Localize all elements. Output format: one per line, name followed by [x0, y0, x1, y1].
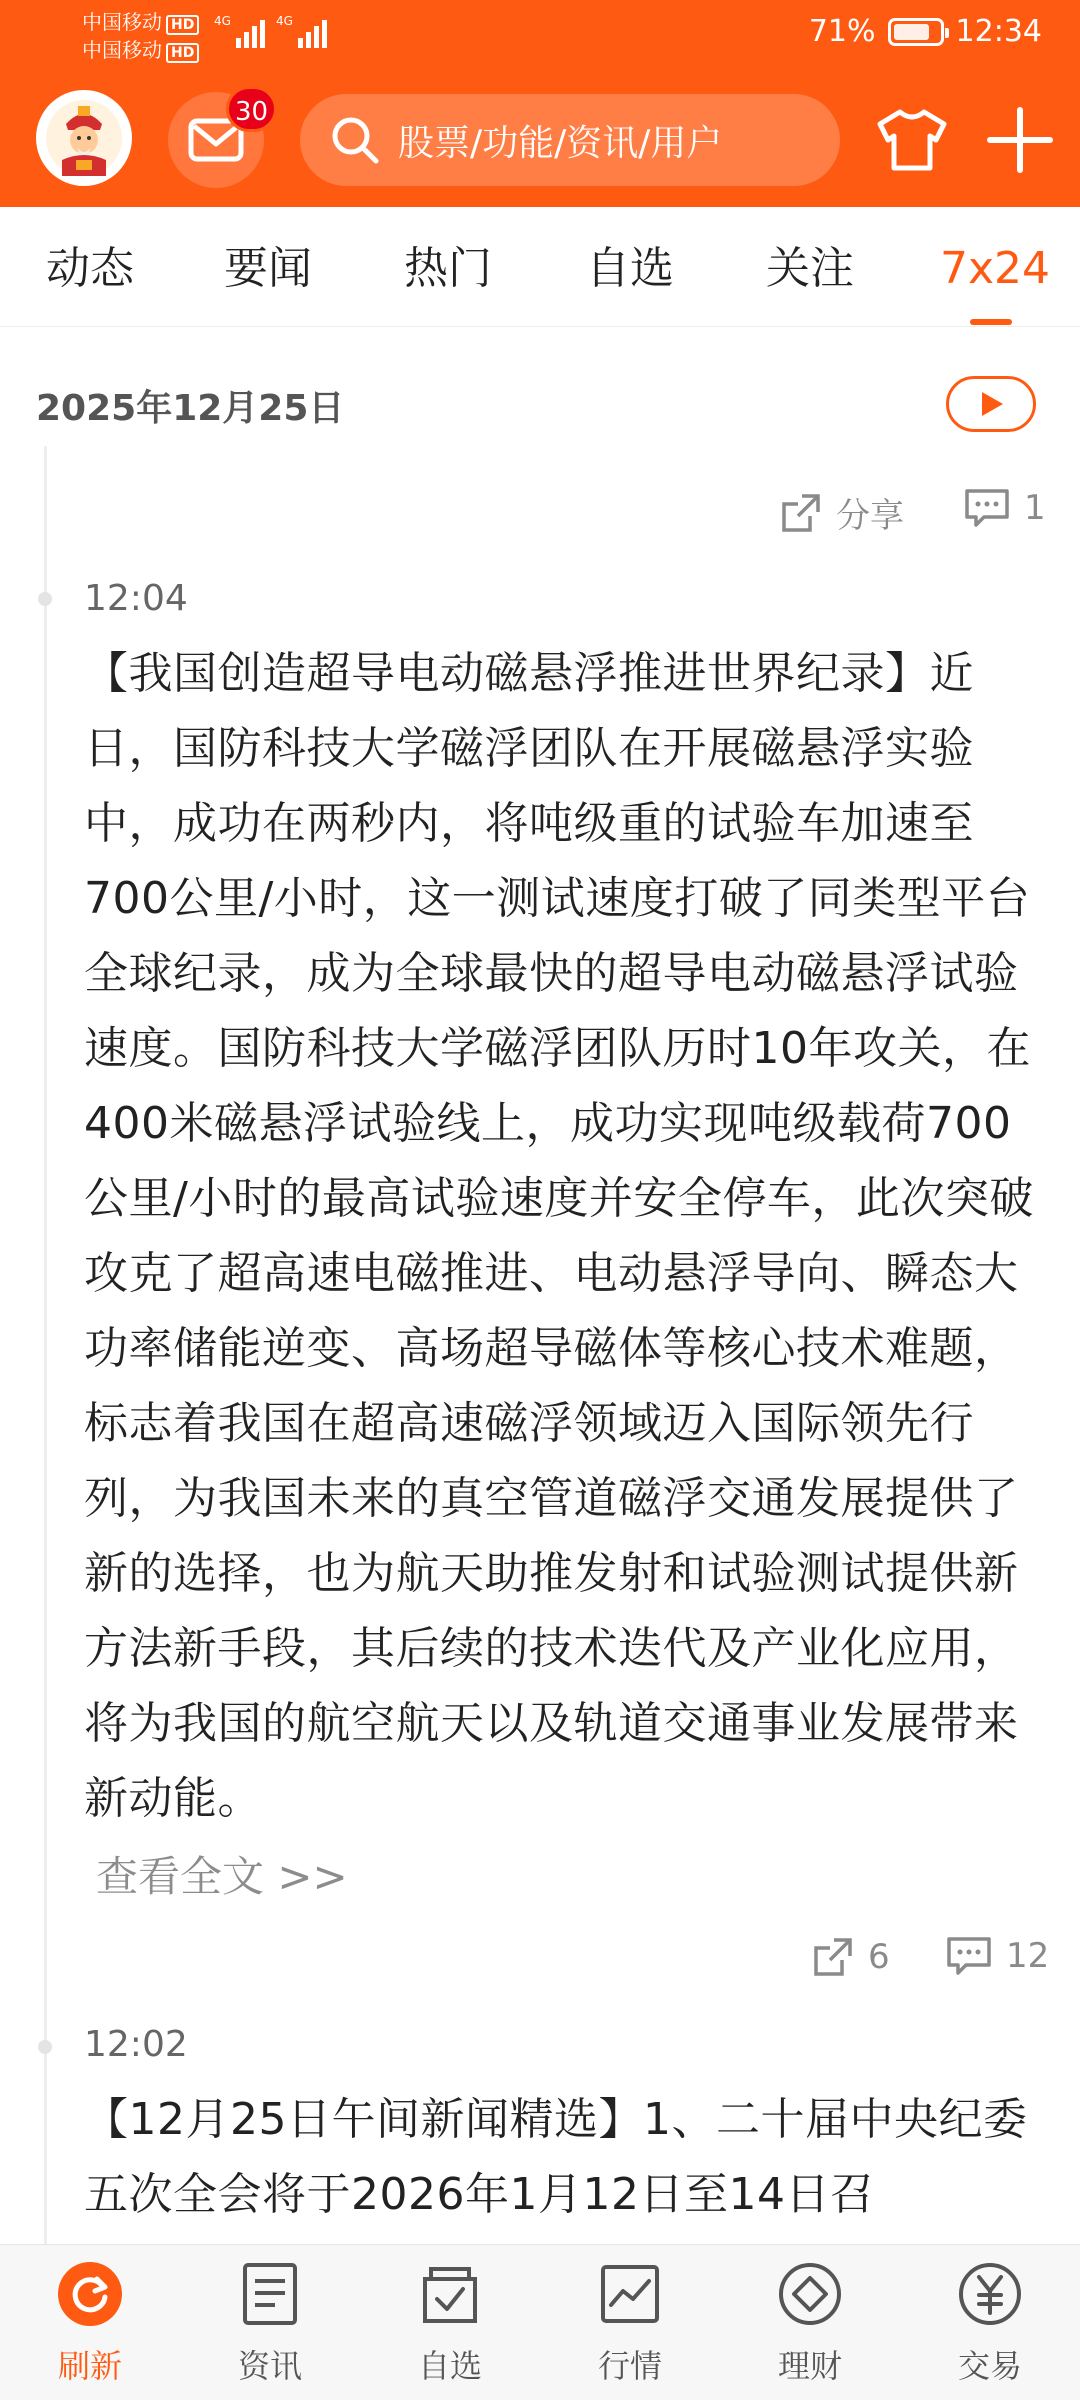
- timeline-dot: [38, 2040, 52, 2054]
- wealth-icon: [777, 2261, 843, 2327]
- comment-button[interactable]: [946, 1936, 1049, 1976]
- comment-button-top[interactable]: [964, 488, 1046, 528]
- search-input[interactable]: [300, 94, 840, 186]
- status-bar: [0, 0, 1080, 70]
- share-button-top[interactable]: [780, 488, 904, 537]
- nav-label: 刷新: [57, 2347, 122, 2385]
- header-nav-row: [0, 88, 1080, 188]
- read-more-link[interactable]: 查看全文 >>: [96, 1852, 348, 1901]
- nav-label: 自选: [417, 2347, 482, 2385]
- news-time: 12:04: [84, 578, 188, 619]
- tab-dynamic[interactable]: 动态: [46, 243, 134, 294]
- tab-watchlist[interactable]: 自选: [586, 243, 674, 294]
- hd-badge-1: HD: [166, 15, 199, 35]
- signal-icon-2: [276, 14, 327, 48]
- watchlist-icon: [417, 2261, 483, 2327]
- signal-icon-1: [214, 14, 265, 48]
- share-icon: [812, 1936, 854, 1978]
- play-audio-button[interactable]: [946, 376, 1036, 432]
- battery-icon: [888, 18, 944, 46]
- add-button[interactable]: [982, 102, 1058, 178]
- fortune-god-avatar-icon: [44, 98, 124, 178]
- share-count: 6: [868, 1937, 890, 1977]
- timeline-line: [44, 446, 47, 2244]
- news-text[interactable]: 【我国创造超导电动磁悬浮推进世界纪录】近日，国防科技大学磁浮团队在开展磁悬浮实验中，成功在两秒内，将吨级重的试验车加速至700公里/小时，这一测试速度打破了同类型平台全球纪录，成为全球最快的超导电动磁悬浮试验速度。国防科技大学磁浮团队历时10年攻关，在400米磁悬浮试验线上，成功实现吨级载荷700公里/小时的最高试验速度并安全停车，此次突破攻克了超高速电磁推进、电动悬浮导向、瞬态大功率储能逆变、高场超导磁体等核心技术难题，标志着我国在超高速磁浮领域迈入国际领先行列，为我国未来的真空管道磁浮交通发展提供了新的选择，也为航天助推发射和试验测试提供新方法新手段，其后续的技术迭代及产业化应用，将为我国的航空航天以及轨道交通事业发展带来新动能。: [84, 648, 1034, 1824]
- tab-headlines[interactable]: 要闻: [224, 243, 312, 294]
- search-icon: [330, 115, 380, 165]
- battery-percent: 71%: [808, 14, 876, 49]
- news-time: 12:02: [84, 2024, 188, 2065]
- nav-trade[interactable]: [900, 2245, 1080, 2401]
- share-icon: [780, 492, 822, 534]
- bottom-navigation: [0, 2244, 1080, 2400]
- nav-watchlist[interactable]: [360, 2245, 540, 2401]
- feed-date: 2025年12月25日: [36, 388, 345, 429]
- app-header: [0, 0, 1080, 207]
- timeline-dot: [38, 592, 52, 606]
- comment-icon: [946, 1936, 992, 1976]
- market-icon: [597, 2261, 663, 2327]
- nav-news[interactable]: [180, 2245, 360, 2401]
- comment-count: 12: [1006, 1936, 1050, 1976]
- nav-label: 交易: [957, 2347, 1022, 2385]
- comment-icon: [964, 488, 1010, 528]
- share-button[interactable]: [812, 1936, 890, 1978]
- tab-bar: [0, 207, 1080, 327]
- nav-label: 行情: [597, 2347, 662, 2385]
- play-icon: [976, 389, 1006, 419]
- plus-icon: [982, 102, 1058, 178]
- nav-label: 理财: [777, 2347, 842, 2385]
- carrier-info: [82, 8, 199, 64]
- clock: 12:34: [955, 14, 1042, 49]
- news-text[interactable]: 【12月25日午间新闻精选】1、二十届中央纪委五次全会将于2026年1月12日至14日召: [84, 2094, 1028, 2220]
- nav-refresh[interactable]: [0, 2245, 180, 2401]
- carrier-1: 中国移动: [82, 10, 162, 34]
- avatar[interactable]: [36, 90, 132, 186]
- nav-wealth[interactable]: [720, 2245, 900, 2401]
- nav-label: 资讯: [237, 2347, 302, 2385]
- tab-following[interactable]: 关注: [766, 243, 854, 294]
- tab-7x24[interactable]: 7x24: [939, 243, 1051, 294]
- comment-count: 1: [1024, 488, 1046, 528]
- active-tab-indicator: [970, 319, 1012, 325]
- tshirt-icon: [874, 102, 950, 178]
- network-type-2: 4G: [276, 14, 293, 28]
- mail-badge: 30: [226, 86, 277, 132]
- theme-button[interactable]: [874, 102, 950, 178]
- trade-icon: [957, 2261, 1023, 2327]
- search-placeholder: 股票/功能/资讯/用户: [398, 122, 723, 164]
- carrier-2: 中国移动: [82, 38, 162, 62]
- network-type-1: 4G: [214, 14, 231, 28]
- status-right: [809, 14, 1042, 49]
- nav-market[interactable]: [540, 2245, 720, 2401]
- share-label: 分享: [836, 496, 904, 536]
- hd-badge-2: HD: [166, 43, 199, 63]
- tab-hot[interactable]: 热门: [404, 243, 492, 294]
- news-icon: [237, 2261, 303, 2327]
- news-feed[interactable]: [0, 328, 1080, 2244]
- refresh-icon: [57, 2261, 123, 2327]
